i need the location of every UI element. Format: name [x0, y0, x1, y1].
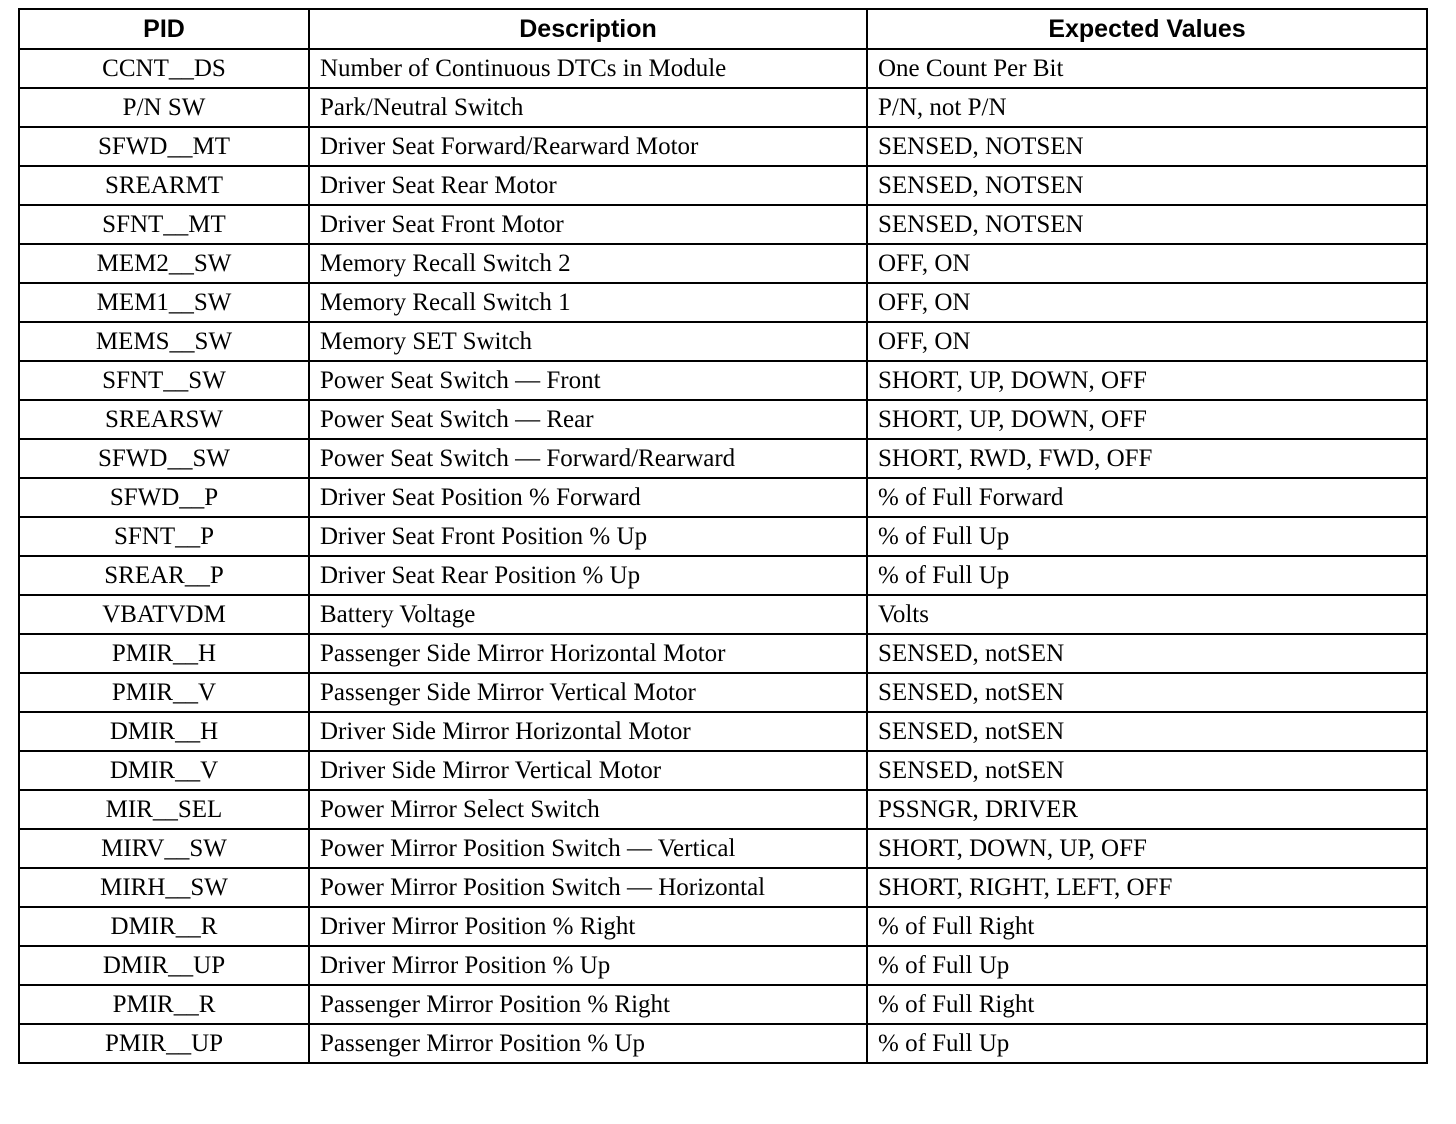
table-row	[19, 868, 1427, 907]
header-pid: PID	[19, 9, 309, 49]
exp-cell: SHORT, UP, DOWN, OFF	[867, 361, 1427, 400]
desc-cell: Park/Neutral Switch	[309, 88, 867, 127]
pid-cell: PMIR__UP	[19, 1024, 309, 1063]
exp-cell: P/N, not P/N	[867, 88, 1427, 127]
header-expected-values: Expected Values	[867, 9, 1427, 49]
pid-cell: SREAR__P	[19, 556, 309, 595]
pid-cell: PMIR__H	[19, 634, 309, 673]
desc-cell: Power Seat Switch — Forward/Rearward	[309, 439, 867, 478]
table-row	[19, 439, 1427, 478]
table-row	[19, 634, 1427, 673]
exp-cell: SHORT, DOWN, UP, OFF	[867, 829, 1427, 868]
pid-cell: PMIR__R	[19, 985, 309, 1024]
table-row	[19, 712, 1427, 751]
desc-cell: Driver Seat Rear Position % Up	[309, 556, 867, 595]
desc-cell: Driver Seat Forward/Rearward Motor	[309, 127, 867, 166]
desc-cell: Power Seat Switch — Front	[309, 361, 867, 400]
exp-cell: % of Full Up	[867, 946, 1427, 985]
desc-cell: Driver Mirror Position % Right	[309, 907, 867, 946]
exp-cell: SHORT, RIGHT, LEFT, OFF	[867, 868, 1427, 907]
table-row	[19, 751, 1427, 790]
pid-cell: VBATVDM	[19, 595, 309, 634]
pid-cell: SFWD__P	[19, 478, 309, 517]
table-row	[19, 829, 1427, 868]
desc-cell: Memory Recall Switch 1	[309, 283, 867, 322]
exp-cell: One Count Per Bit	[867, 49, 1427, 88]
exp-cell: SENSED, notSEN	[867, 751, 1427, 790]
table-row	[19, 1024, 1427, 1063]
pid-cell: SFNT__P	[19, 517, 309, 556]
exp-cell: SENSED, notSEN	[867, 712, 1427, 751]
pid-cell: SFWD__SW	[19, 439, 309, 478]
pid-cell: PMIR__V	[19, 673, 309, 712]
pid-cell: SREARMT	[19, 166, 309, 205]
desc-cell: Number of Continuous DTCs in Module	[309, 49, 867, 88]
pid-cell: SREARSW	[19, 400, 309, 439]
exp-cell: % of Full Forward	[867, 478, 1427, 517]
table-row	[19, 49, 1427, 88]
desc-cell: Memory Recall Switch 2	[309, 244, 867, 283]
desc-cell: Power Mirror Select Switch	[309, 790, 867, 829]
exp-cell: SENSED, notSEN	[867, 634, 1427, 673]
exp-cell: % of Full Up	[867, 556, 1427, 595]
desc-cell: Driver Seat Front Position % Up	[309, 517, 867, 556]
table-row	[19, 400, 1427, 439]
table-row	[19, 283, 1427, 322]
pid-cell: MEM1__SW	[19, 283, 309, 322]
exp-cell: OFF, ON	[867, 244, 1427, 283]
pid-cell: P/N SW	[19, 88, 309, 127]
pid-cell: SFNT__SW	[19, 361, 309, 400]
desc-cell: Memory SET Switch	[309, 322, 867, 361]
exp-cell: % of Full Up	[867, 1024, 1427, 1063]
exp-cell: Volts	[867, 595, 1427, 634]
table-row	[19, 595, 1427, 634]
exp-cell: PSSNGR, DRIVER	[867, 790, 1427, 829]
desc-cell: Passenger Side Mirror Horizontal Motor	[309, 634, 867, 673]
exp-cell: % of Full Right	[867, 985, 1427, 1024]
table-row	[19, 946, 1427, 985]
pid-cell: DMIR__R	[19, 907, 309, 946]
table-row	[19, 88, 1427, 127]
desc-cell: Passenger Mirror Position % Right	[309, 985, 867, 1024]
table-row	[19, 673, 1427, 712]
desc-cell: Driver Mirror Position % Up	[309, 946, 867, 985]
exp-cell: SENSED, NOTSEN	[867, 205, 1427, 244]
table-row	[19, 517, 1427, 556]
table-row	[19, 166, 1427, 205]
exp-cell: SENSED, NOTSEN	[867, 127, 1427, 166]
table-row	[19, 244, 1427, 283]
exp-cell: SHORT, UP, DOWN, OFF	[867, 400, 1427, 439]
pid-cell: SFWD__MT	[19, 127, 309, 166]
exp-cell: OFF, ON	[867, 283, 1427, 322]
exp-cell: OFF, ON	[867, 322, 1427, 361]
exp-cell: % of Full Right	[867, 907, 1427, 946]
header-row	[19, 9, 1427, 49]
desc-cell: Driver Side Mirror Vertical Motor	[309, 751, 867, 790]
pid-cell: MIRH__SW	[19, 868, 309, 907]
desc-cell: Driver Seat Rear Motor	[309, 166, 867, 205]
table-row	[19, 127, 1427, 166]
exp-cell: % of Full Up	[867, 517, 1427, 556]
table-row	[19, 361, 1427, 400]
header-description: Description	[309, 9, 867, 49]
pid-cell: MEM2__SW	[19, 244, 309, 283]
table-row	[19, 322, 1427, 361]
desc-cell: Power Seat Switch — Rear	[309, 400, 867, 439]
pid-cell: MEMS__SW	[19, 322, 309, 361]
pid-cell: SFNT__MT	[19, 205, 309, 244]
desc-cell: Driver Side Mirror Horizontal Motor	[309, 712, 867, 751]
table-row	[19, 907, 1427, 946]
pid-cell: DMIR__UP	[19, 946, 309, 985]
table-row	[19, 556, 1427, 595]
pid-cell: MIR__SEL	[19, 790, 309, 829]
table-row	[19, 790, 1427, 829]
pid-cell: DMIR__H	[19, 712, 309, 751]
desc-cell: Power Mirror Position Switch — Horizontal	[309, 868, 867, 907]
table-row	[19, 985, 1427, 1024]
desc-cell: Passenger Side Mirror Vertical Motor	[309, 673, 867, 712]
desc-cell: Power Mirror Position Switch — Vertical	[309, 829, 867, 868]
desc-cell: Passenger Mirror Position % Up	[309, 1024, 867, 1063]
table-body	[19, 49, 1427, 1063]
exp-cell: SENSED, NOTSEN	[867, 166, 1427, 205]
table-row	[19, 478, 1427, 517]
pid-cell: DMIR__V	[19, 751, 309, 790]
desc-cell: Driver Seat Front Motor	[309, 205, 867, 244]
table-header	[19, 9, 1427, 49]
exp-cell: SENSED, notSEN	[867, 673, 1427, 712]
table-row	[19, 205, 1427, 244]
pid-cell: MIRV__SW	[19, 829, 309, 868]
exp-cell: SHORT, RWD, FWD, OFF	[867, 439, 1427, 478]
desc-cell: Battery Voltage	[309, 595, 867, 634]
desc-cell: Driver Seat Position % Forward	[309, 478, 867, 517]
pid-cell: CCNT__DS	[19, 49, 309, 88]
pid-table	[18, 8, 1428, 1064]
